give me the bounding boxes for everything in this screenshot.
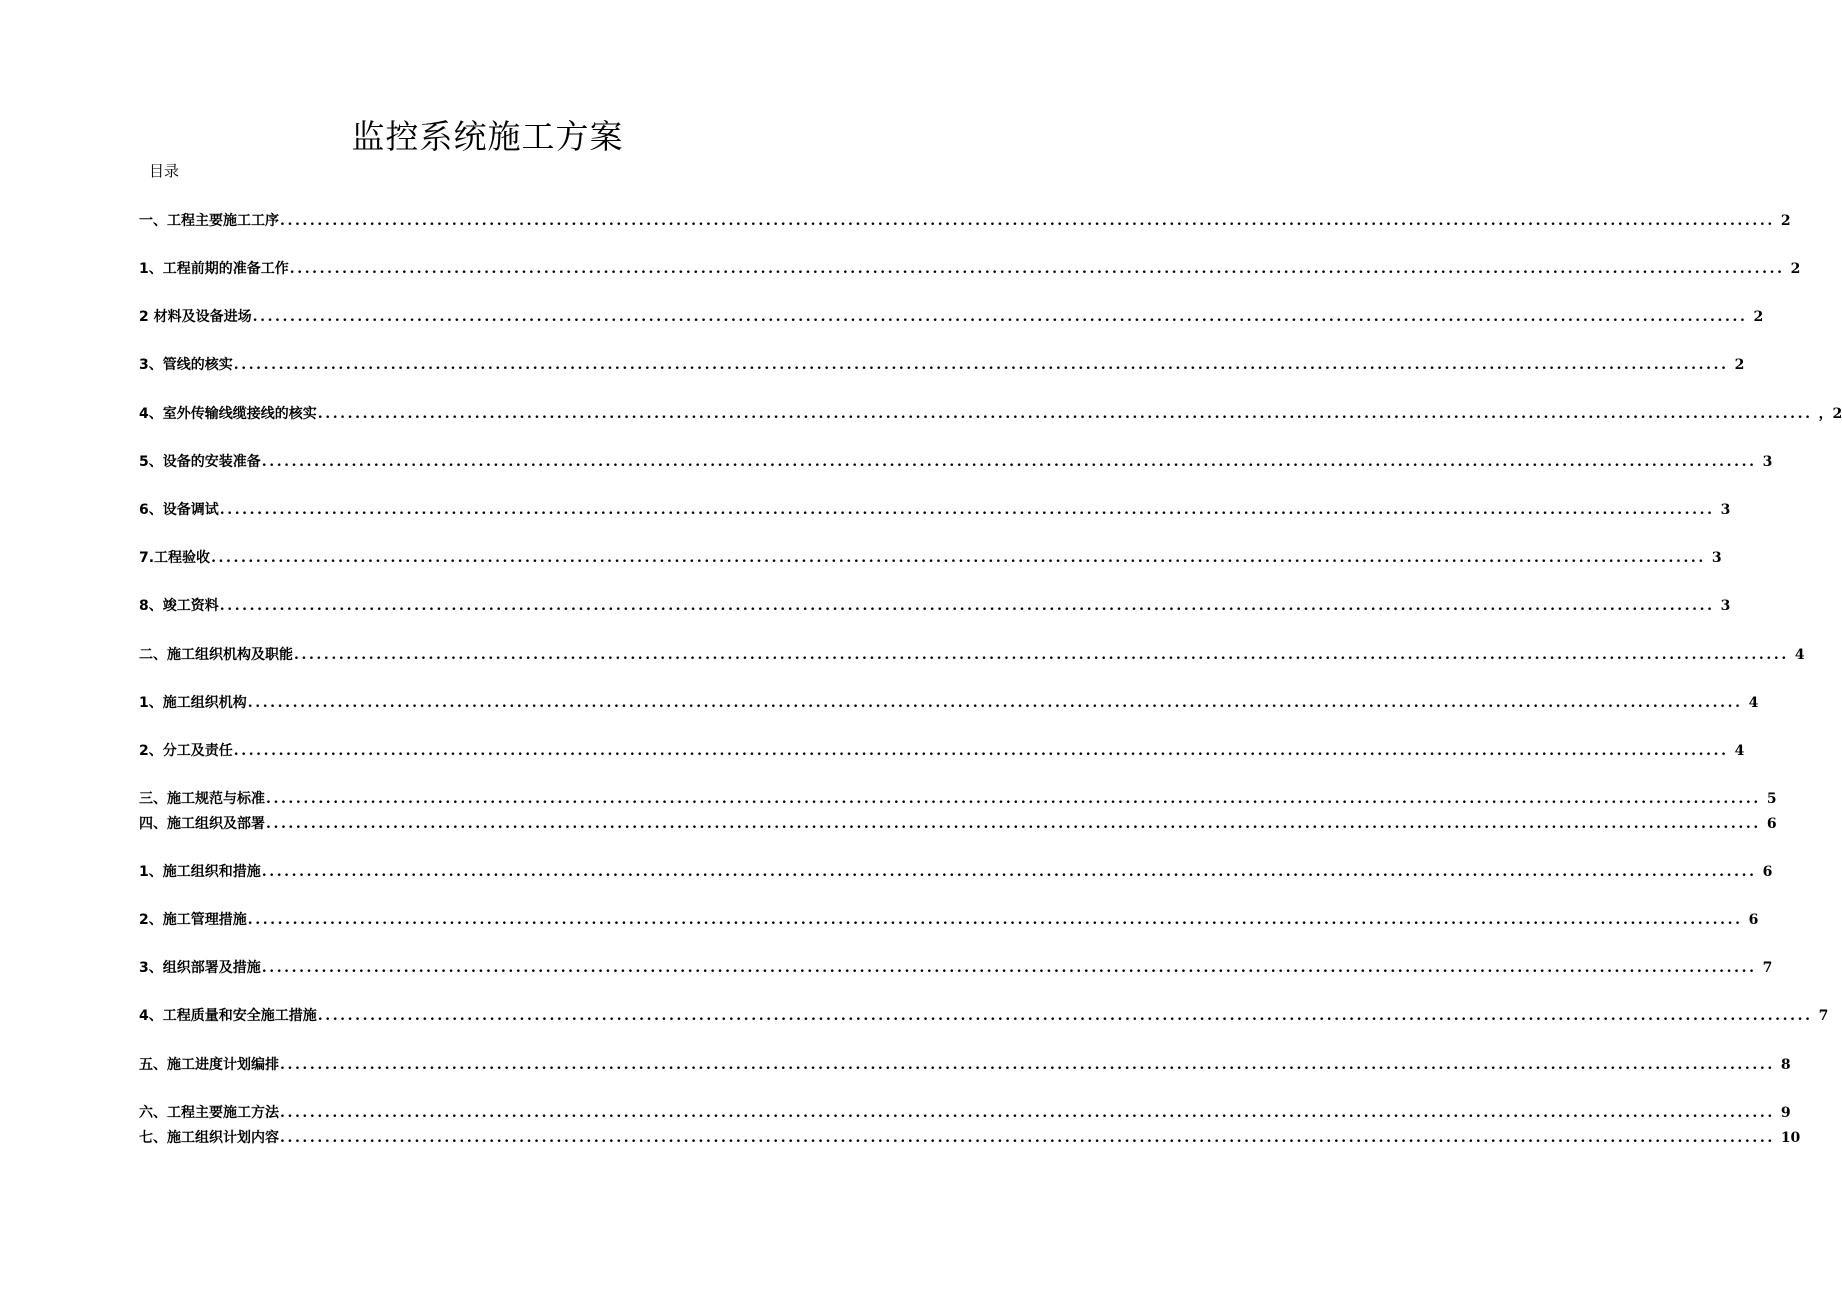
toc-entry-label: 1、施工组织和措施 xyxy=(139,864,261,880)
toc-dot-leader: ........................................................................................................................................................................................................ xyxy=(233,357,1729,373)
toc-entry-label: 7.工程验收 xyxy=(139,550,211,566)
toc-dot-leader: ........................................................................................................................................................................................................ xyxy=(261,864,1757,880)
toc-entry-page: 6 xyxy=(1762,864,1773,880)
toc-dot-leader: ........................................................................................................................................................................................................ xyxy=(280,1105,1775,1121)
toc-entry[interactable] xyxy=(139,1101,1791,1123)
toc-entry-page: 4 xyxy=(1794,647,1805,663)
toc-dot-leader: ........................................................................................................................................................................................................ xyxy=(266,791,1761,807)
toc-dot-leader: ........................................................................................................................................................................................................ xyxy=(211,550,1706,566)
toc-entry-page: 2 xyxy=(1790,261,1801,277)
toc-entry-label: 4、室外传输线缆接线的核实 xyxy=(139,406,317,422)
toc-dot-leader: ........................................................................................................................................................................................................ xyxy=(280,1057,1775,1073)
toc-entry-page: 6 xyxy=(1748,912,1759,928)
toc-entry[interactable] xyxy=(139,305,1764,327)
toc-entry-page: 3 xyxy=(1720,502,1731,518)
toc-entry-label: 5、设备的安装准备 xyxy=(139,454,261,470)
document-title: 监控系统施工方案 xyxy=(351,117,624,156)
toc-entry[interactable] xyxy=(139,257,1801,279)
toc-entry-page: 9 xyxy=(1780,1105,1791,1121)
toc-entry-label: 6、设备调试 xyxy=(139,502,219,518)
toc-entry[interactable] xyxy=(139,402,1842,424)
toc-entry-page: 7 xyxy=(1818,1008,1829,1024)
toc-entry[interactable] xyxy=(139,860,1773,882)
toc-entry-page: 4 xyxy=(1748,695,1759,711)
toc-entry-label: 2、分工及责任 xyxy=(139,743,233,759)
toc-dot-leader: ........................................................................................................................................................................................................ xyxy=(317,1008,1813,1024)
toc-dot-leader: ........................................................................................................................................................................................................ xyxy=(317,406,1813,422)
toc-entry[interactable] xyxy=(139,1004,1829,1026)
toc-entry[interactable] xyxy=(139,353,1745,375)
toc-entry-label: 4、工程质量和安全施工措施 xyxy=(139,1008,317,1024)
toc-dot-leader: ........................................................................................................................................................................................................ xyxy=(261,454,1757,470)
toc-entry-page: 3 xyxy=(1720,598,1731,614)
toc-entry-page: 3 xyxy=(1711,550,1722,566)
toc-dot-leader: ........................................................................................................................................................................................................ xyxy=(247,912,1743,928)
toc-entry[interactable] xyxy=(139,450,1773,472)
toc-entry[interactable] xyxy=(139,643,1805,665)
toc-entry[interactable] xyxy=(139,546,1722,568)
toc-dot-leader: ........................................................................................................................................................................................................ xyxy=(247,695,1743,711)
toc-dot-leader: ........................................................................................................................................................................................................ xyxy=(266,816,1761,832)
toc-dot-leader: ........................................................................................................................................................................................................ xyxy=(261,960,1757,976)
toc-entry-page: 2 xyxy=(1734,357,1745,373)
toc-dot-leader: ........................................................................................................................................................................................................ xyxy=(280,1130,1775,1146)
toc-dot-leader: ........................................................................................................................................................................................................ xyxy=(219,598,1715,614)
toc-entry[interactable] xyxy=(139,691,1759,713)
toc-entry-page: 2 xyxy=(1753,309,1764,325)
toc-entry[interactable] xyxy=(139,956,1773,978)
toc-entry-label: 五、施工进度计划编排 xyxy=(139,1057,279,1073)
toc-entry[interactable] xyxy=(139,908,1759,930)
toc-dot-leader: ........................................................................................................................................................................................................ xyxy=(219,502,1715,518)
toc-entry-label: 8、竣工资料 xyxy=(139,598,219,614)
toc-dot-leader: ........................................................................................................................................................................................................ xyxy=(280,213,1775,229)
toc-entry[interactable] xyxy=(139,498,1731,520)
toc-entry-label: 2 材料及设备进场 xyxy=(139,309,252,325)
toc-entry-page: 7 xyxy=(1762,960,1773,976)
toc-entry-page: 5 xyxy=(1766,791,1777,807)
toc-entry[interactable] xyxy=(139,1053,1791,1075)
toc-entry[interactable] xyxy=(139,1126,1801,1148)
toc-dot-leader: ........................................................................................................................................................................................................ xyxy=(289,261,1785,277)
toc-entry[interactable] xyxy=(139,594,1731,616)
toc-entry-label: 2、施工管理措施 xyxy=(139,912,247,928)
toc-entry-page: 8 xyxy=(1780,1057,1791,1073)
toc-entry[interactable] xyxy=(139,787,1777,809)
toc-dot-leader: ........................................................................................................................................................................................................ xyxy=(294,647,1789,663)
toc-entry-page: 4 xyxy=(1734,743,1745,759)
toc-dot-leader: ........................................................................................................................................................................................................ xyxy=(252,309,1748,325)
toc-entry-label: 3、组织部署及措施 xyxy=(139,960,261,976)
toc-entry-label: 1、施工组织机构 xyxy=(139,695,247,711)
toc-entry[interactable] xyxy=(139,739,1745,761)
toc-dot-leader: ........................................................................................................................................................................................................ xyxy=(233,743,1729,759)
toc-entry[interactable] xyxy=(139,209,1791,231)
toc-entry[interactable] xyxy=(139,812,1777,834)
toc-heading: 目录 xyxy=(149,162,180,180)
toc-entry-label: 3、管线的核实 xyxy=(139,357,233,373)
toc-entry-label: 七、施工组织计划内容 xyxy=(139,1130,279,1146)
toc-entry-page: 3 xyxy=(1762,454,1773,470)
toc-entry-label: 1、工程前期的准备工作 xyxy=(139,261,289,277)
toc-entry-label: 三、施工规范与标准 xyxy=(139,791,265,807)
toc-entry-page: 6 xyxy=(1766,816,1777,832)
toc-entry-label: 二、施工组织机构及职能 xyxy=(139,647,293,663)
toc-entry-page: 10 xyxy=(1780,1130,1801,1146)
toc-entry-label: 一、工程主要施工工序 xyxy=(139,213,279,229)
toc-entry-page: ，2 xyxy=(1818,406,1842,422)
toc-entry-page: 2 xyxy=(1780,213,1791,229)
toc-entry-label: 六、工程主要施工方法 xyxy=(139,1105,279,1121)
toc-entry-label: 四、施工组织及部署 xyxy=(139,816,265,832)
